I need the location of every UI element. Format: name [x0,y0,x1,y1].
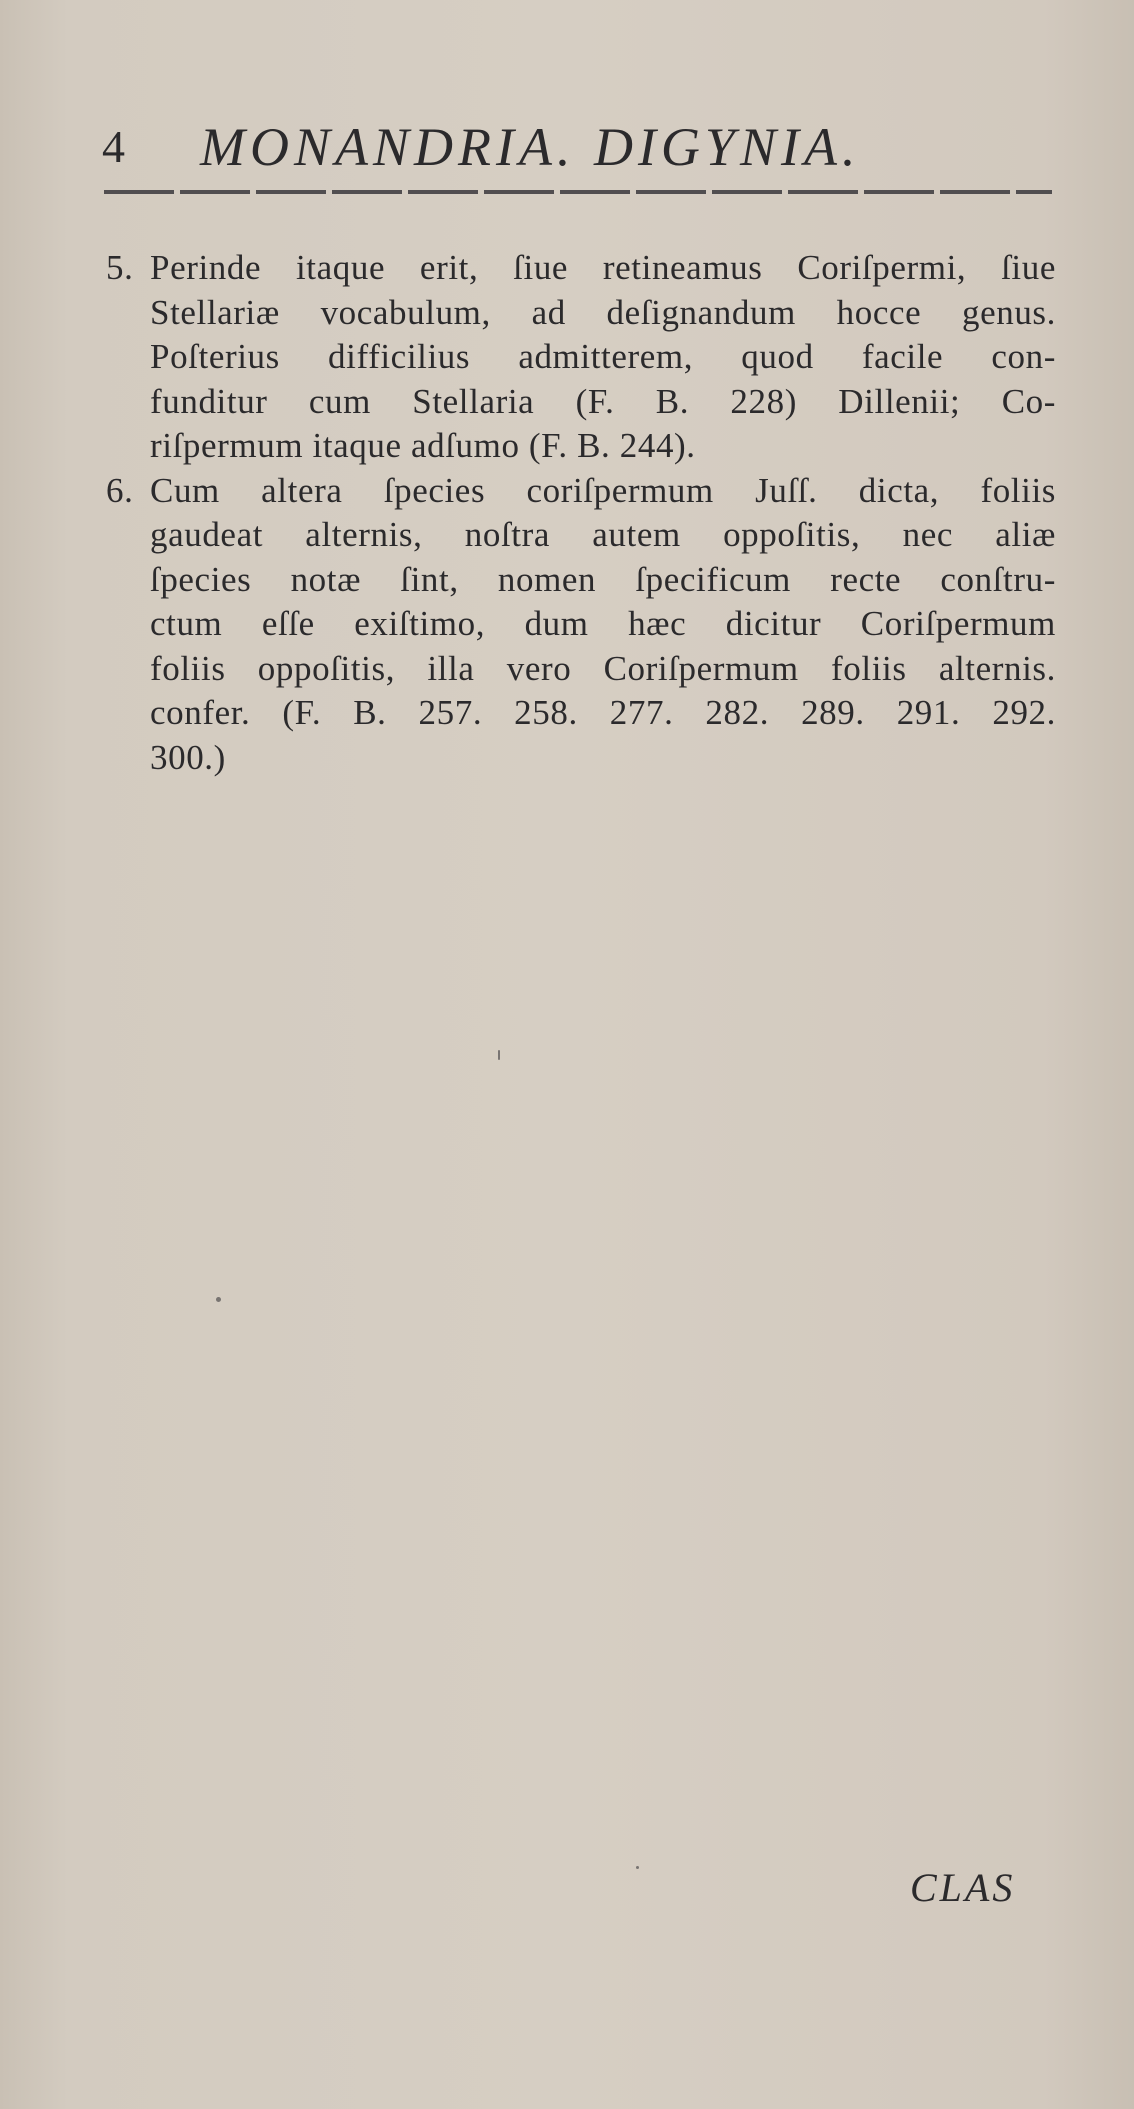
catchword: CLAS [910,1865,1016,1910]
text-line: Perinde itaque erit, ſiue retineamus Coriſpermi, ſiue [150,248,1056,287]
paper-speck [636,1866,639,1869]
paragraph-marker: 5. [106,248,134,287]
text-line: Cum altera ſpecies coriſpermum Juſſ. dicta, foliis [150,470,1056,510]
text-line: riſpermum itaque adſumo (F. B. 244). [150,426,696,465]
paragraph-marker: 6. [106,470,134,510]
paragraph-5 [106,246,1056,469]
paper-speck [216,1297,221,1302]
paragraph-6 [106,469,1056,781]
body-text [106,246,1056,780]
running-head: MONANDRIA. DIGYNIA. [200,117,861,177]
page-header [100,108,1060,178]
text-line: ſpecies notæ ſint, nomen ſpecificum recte conſtru- [150,559,1056,599]
paper-speck [498,1050,500,1060]
text-line: funditur cum Stellaria (F. B. 228) Dillenii; Co- [150,381,1056,421]
text-line: confer. (F. B. 257. 258. 277. 282. 289. 291. 292. [150,693,1056,732]
text-line: ctum eſſe exiſtimo, dum hæc dicitur Coriſpermum [150,604,1056,643]
text-line: Stellariæ vocabulum, ad deſignandum hocce genus. [150,292,1056,332]
header-rule [104,190,1052,194]
text-line: foliis oppoſitis, illa vero Coriſpermum foliis alternis. [150,648,1056,688]
text-line: gaudeat alternis, noſtra autem oppoſitis, nec aliæ [150,515,1056,554]
page-number: 4 [102,121,125,172]
text-line: 300.) [150,737,226,777]
text-line: Poſterius difficilius admitterem, quod facile con- [150,337,1056,376]
